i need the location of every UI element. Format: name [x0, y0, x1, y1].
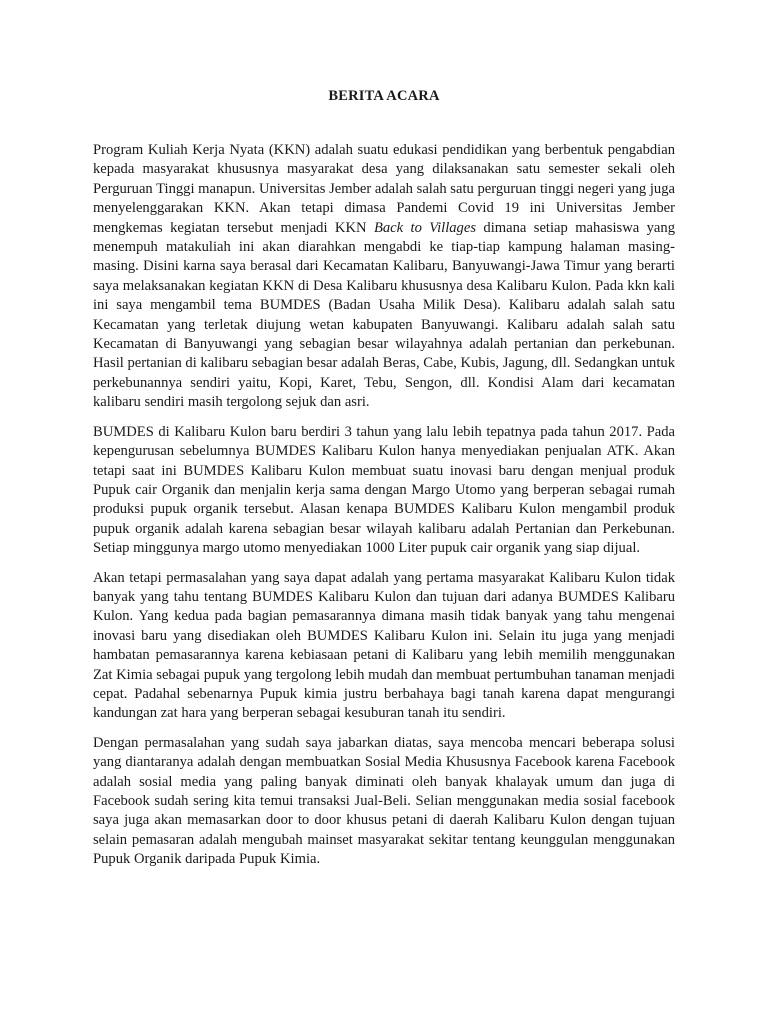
paragraph-3: Akan tetapi permasalahan yang saya dapat adalah yang pertama masyarakat Kalibaru Kulon tidak banyak yang tahu tentang BUMDES Kalibaru Kulon dan tujuan dari adanya BUMDES Kalibaru Kulon. Yang kedua pada bagian pemasarannya dimana masih tidak banyak yang tahu mengenai inovasi baru yang disediakan oleh BUMDES Kalibaru Kulon ini. Selain itu juga yang menjadi hambatan pemasarannya karena kebiasaan petani di Kalibaru yang lebih memilih menggunakan Zat Kimia sebagai pupuk yang tergolong lebih mudah dan membuat pertumbuhan tanaman menjadi cepat. Padahal sebenarnya Pupuk kimia justru berbahaya bagi tanah karena dapat mengurangi kandungan zat hara yang berperan sebagai kesuburan tanah itu sendiri.: [93, 569, 675, 722]
document-body: [93, 141, 675, 880]
document-title: BERITA ACARA: [328, 88, 440, 104]
paragraph-1-text-a: Program Kuliah Kerja Nyata (KKN) adalah suatu edukasi pendidikan yang berbentuk pengabdian kepada masyarakat khususnya masyarakat desa yang dilaksanakan satu semester sekali oleh Perguruan Tinggi manapun. Universitas Jember adalah salah satu perguruan tinggi negeri yang juga menyelenggarakan KKN. Akan tetapi dimasa Pandemi Covid 19 ini Universitas Jember mengkemas kegiatan tersebut menjadi KKN: [93, 142, 675, 236]
paragraph-1: [93, 141, 675, 413]
paragraph-1-italic: Back to Villages: [373, 219, 477, 236]
paragraph-1-text-b: dimana setiap mahasiswa yang menempuh matakuliah ini akan diarahkan mengabdi ke tiap-tiap kampung halaman masing-masing. Disini karna saya berasal dari Kecamatan Kalibaru, Banyuwangi-Jawa Timur yang berarti saya melaksanakan kegiatan KKN di Desa Kalibaru khususnya desa Kalibaru Kulon. Pada kkn kali ini saya mengambil tema BUMDES (Badan Usaha Milik Desa). Kalibaru adalah salah satu Kecamatan yang terletak diujung wetan kabupaten Banyuwangi. Kalibaru adalah salah satu Kecamatan di Banyuwangi yang sebagian besar wilayahnya adalah pertanian dan perkebunan. Hasil pertanian di kalibaru sebagian besar adalah Beras, Cabe, Kubis, Jagung, dll. Sedangkan untuk perkebunannya sendiri yaitu, Kopi, Karet, Tebu, Sengon, dll. Kondisi Alam dari kecamatan kalibaru sendiri masih tergolong sejuk dan asri.: [93, 219, 675, 411]
paragraph-2: BUMDES di Kalibaru Kulon baru berdiri 3 tahun yang lalu lebih tepatnya pada tahun 2017. Pada kepengurusan sebelumnya BUMDES Kalibaru Kulon hanya menyediakan penjualan ATK. Akan tetapi saat ini BUMDES Kalibaru Kulon membuat suatu inovasi baru dengan menjual produk Pupuk cair Organik dan menjalin kerja sama dengan Margo Utomo yang berperan sebagai rumah produksi pupuk organik tersebut. Alasan kenapa BUMDES Kalibaru Kulon mengambil produk pupuk organik adalah karena sebagian besar wilayah kalibaru adalah Pertanian dan Perkebunan. Setiap minggunya margo utomo menyediakan 1000 Liter pupuk cair organik yang siap dijual.: [93, 423, 675, 557]
paragraph-4: Dengan permasalahan yang sudah saya jabarkan diatas, saya mencoba mencari beberapa solusi yang diantaranya adalah dengan membuatkan Sosial Media Khususnya Facebook karena Facebook adalah sosial media yang paling banyak diminati oleh banyak khalayak umum dan juga di Facebook sudah sering kita temui transaksi Jual-Beli. Selian menggunakan media sosial facebook saya juga akan memasarkan door to door khusus petani di daerah Kalibaru Kulon dengan tujuan selain pemasaran adalah mengubah mainset masyarakat sekitar tentang keunggulan menggunakan Pupuk Organik daripada Pupuk Kimia.: [93, 734, 675, 868]
